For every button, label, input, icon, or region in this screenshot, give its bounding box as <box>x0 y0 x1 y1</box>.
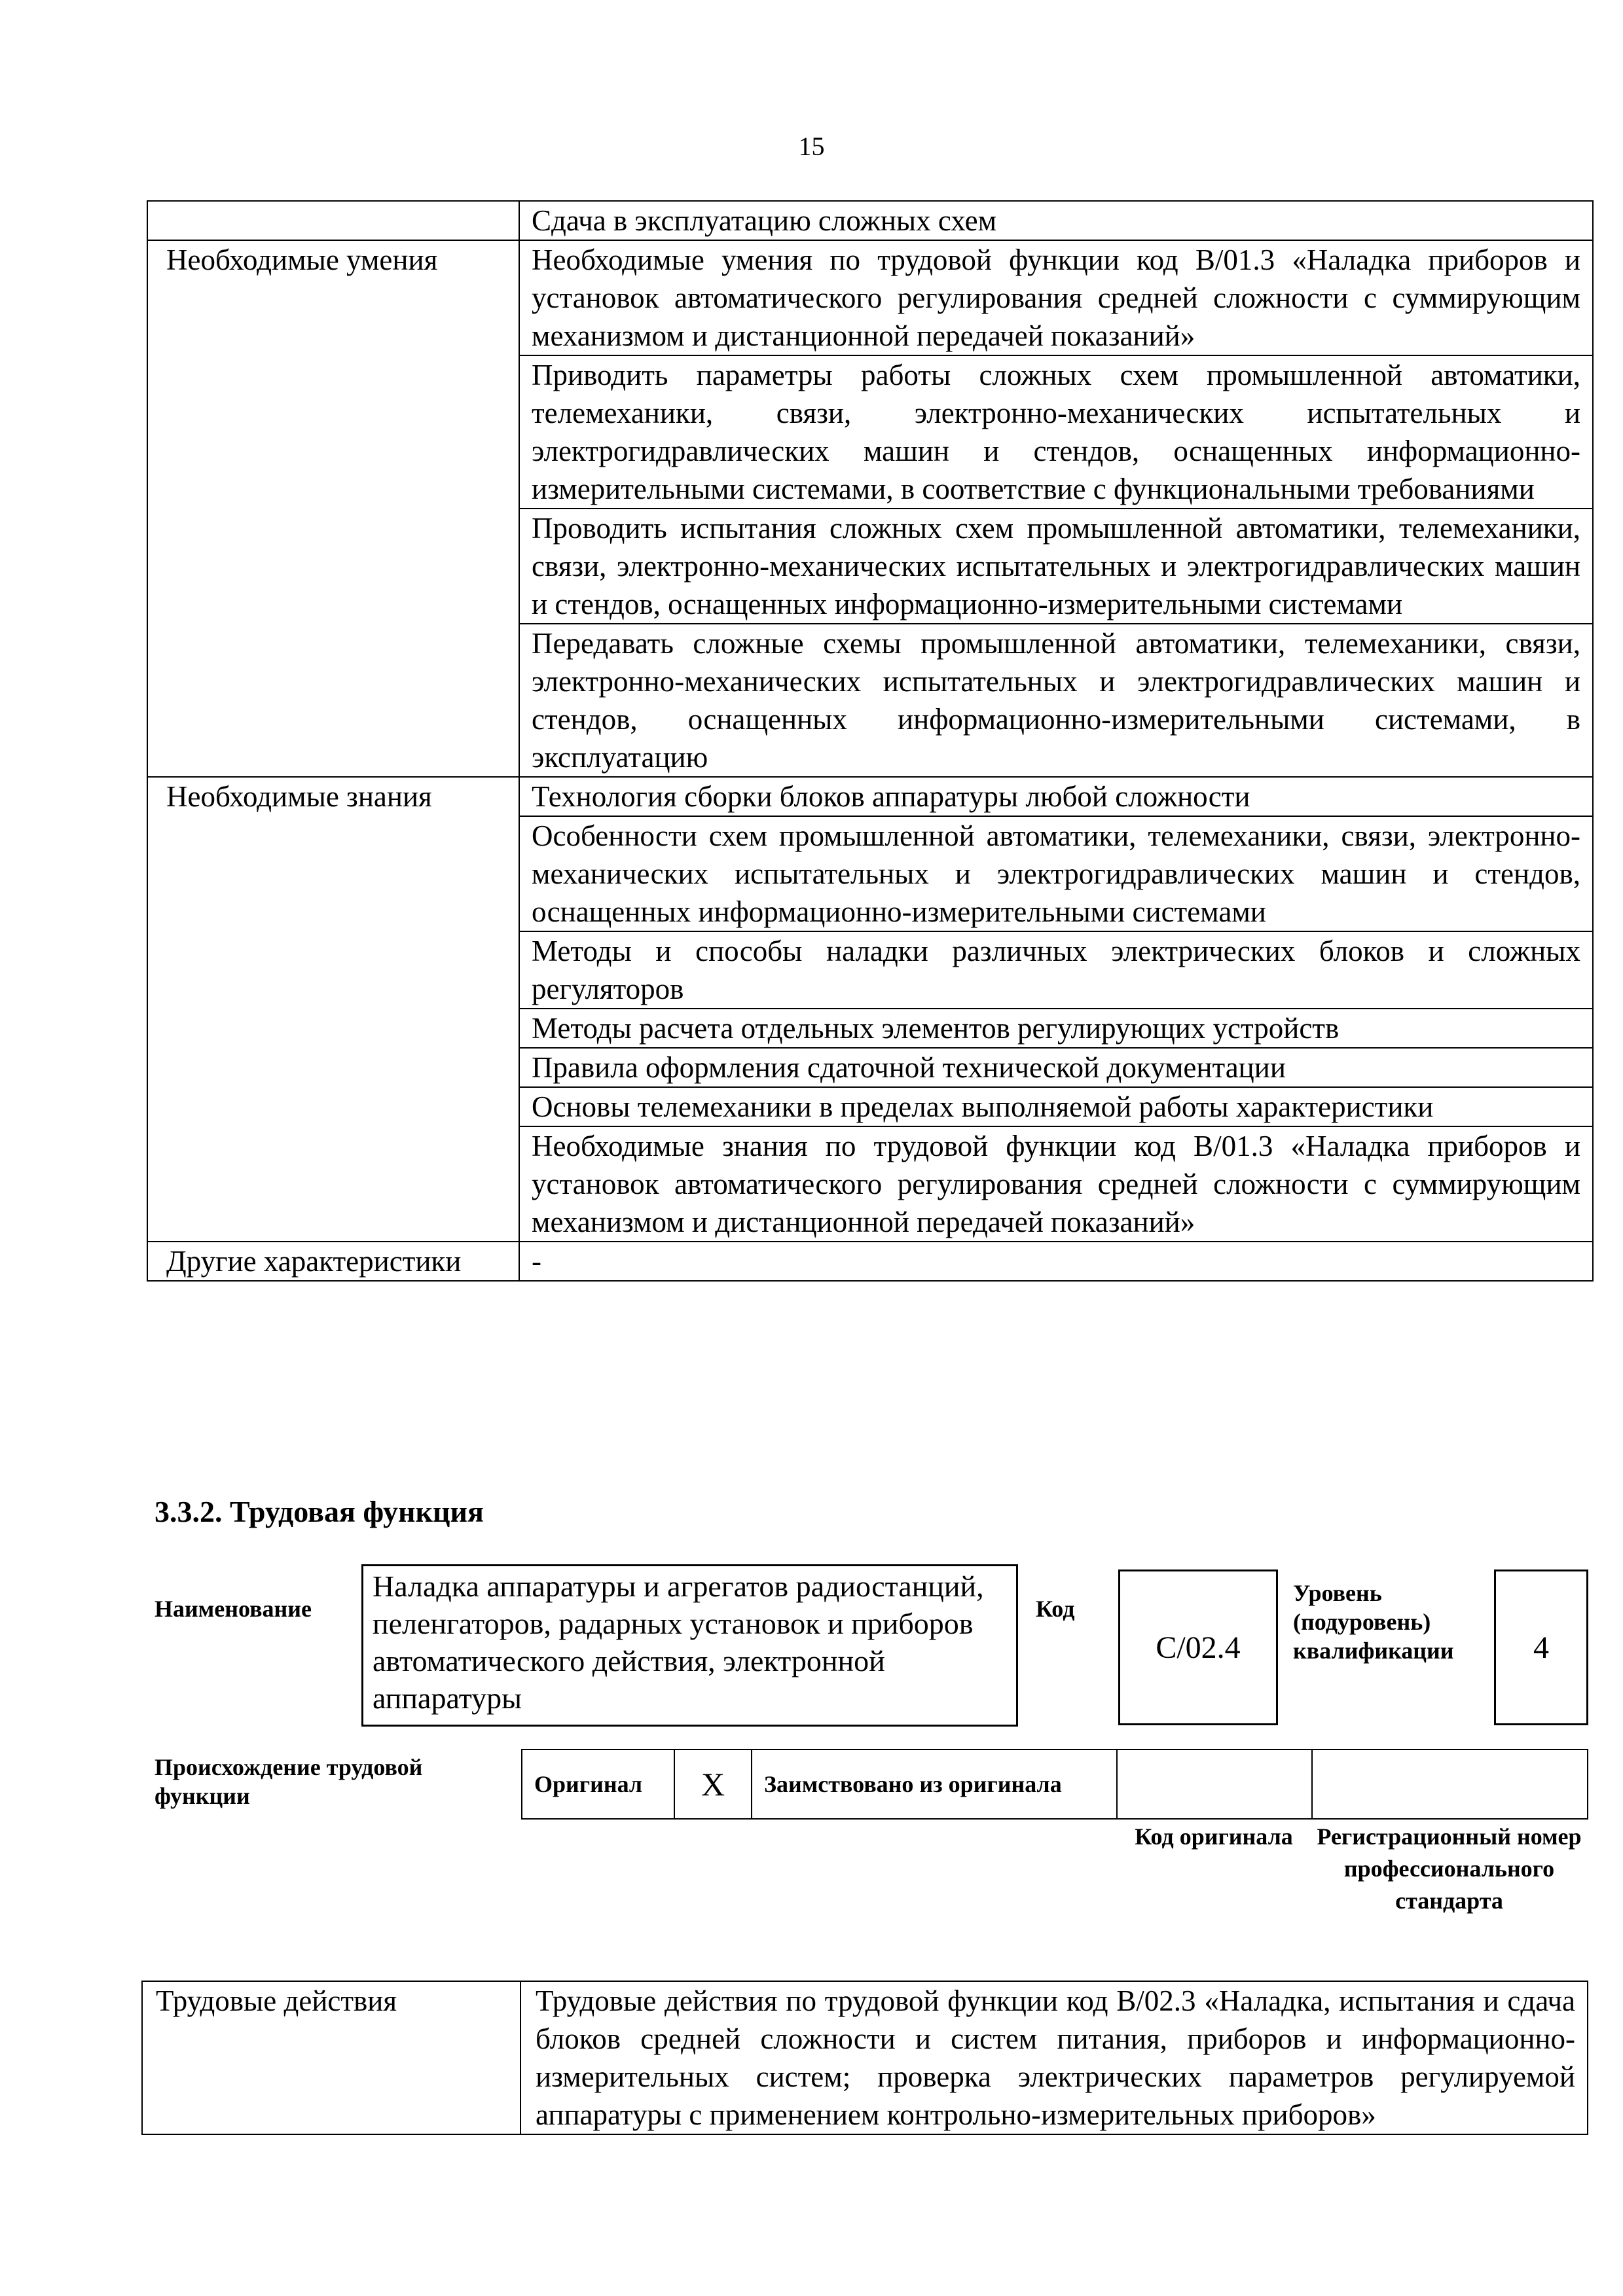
code-label: Код <box>1036 1596 1075 1622</box>
knowledge-item: Необходимые знания по трудовой функции код В/01.3 «Наладка приборов и установок автоматического регулирования средней сложности с суммирующим механизмом и дистанционной передачей показаний» <box>519 1126 1593 1242</box>
table-row <box>147 240 1593 355</box>
origin-label: Происхождение трудовой функции <box>155 1754 423 1809</box>
actions-label: Трудовые действия <box>142 1981 520 2134</box>
level-value: 4 <box>1533 1630 1549 1665</box>
skill-item: Передавать сложные схемы промышленной автоматики, телемеханики, связи, электронно-механических испытательных и электрогидравлических машин и стендов, оснащенных информационно-измерительными системами, в эксплуатацию <box>519 624 1593 777</box>
origin-table <box>521 1749 1588 1820</box>
code-original-caption: Код оригинала <box>1135 1823 1293 1850</box>
skill-continuation: Сдача в эксплуатацию сложных схем <box>519 201 1593 240</box>
origin-mark: X <box>674 1749 752 1819</box>
table-row <box>147 777 1593 816</box>
function-name-box: Наладка аппаратуры и агрегатов радиостанций, пеленгаторов, радарных установок и приборов автоматического действия, электронной аппаратуры <box>361 1564 1018 1727</box>
table-row <box>147 1242 1593 1281</box>
section-title: 3.3.2. Трудовая функция <box>155 1495 484 1528</box>
other-value: - <box>519 1242 1593 1281</box>
skill-item: Необходимые умения по трудовой функции код В/01.3 «Наладка приборов и установок автоматического регулирования средней сложности с суммирующим механизмом и дистанционной передачей показаний» <box>519 240 1593 355</box>
knowledge-label: Необходимые знания <box>147 777 519 1242</box>
actions-value: Трудовые действия по трудовой функции код В/02.3 «Наладка, испытания и сдача блоков средней сложности и систем питания, приборов и информационно-измерительных систем; проверка электрических параметров регулируемой аппаратуры с применением контрольно-измерительных приборов» <box>520 1981 1588 2134</box>
code-original-cell <box>1117 1749 1312 1819</box>
skill-item: Приводить параметры работы сложных схем промышленной автоматики, телемеханики, связи, электронно-механических испытательных и электрогидравлических машин и стендов, оснащенных информационно-измерительными системами, в соответствие с функциональными требованиями <box>519 355 1593 509</box>
knowledge-item: Методы расчета отдельных элементов регулирующих устройств <box>519 1009 1593 1048</box>
code-value: С/02.4 <box>1156 1630 1241 1665</box>
knowledge-item: Основы телемеханики в пределах выполняемой работы характеристики <box>519 1087 1593 1126</box>
code-value-box <box>1118 1570 1278 1725</box>
skills-knowledge-table <box>147 200 1594 1282</box>
skill-item: Проводить испытания сложных схем промышленной автоматики, телемеханики, связи, электронно-механических испытательных и электрогидравлических машин и стендов, оснащенных информационно-измерительными системами <box>519 509 1593 624</box>
page-number: 15 <box>798 132 825 161</box>
knowledge-item: Технология сборки блоков аппаратуры любой сложности <box>519 777 1593 816</box>
table-row <box>147 201 1593 240</box>
level-value-box <box>1494 1570 1588 1725</box>
other-label: Другие характеристики <box>147 1242 519 1281</box>
empty-label-cell <box>147 201 519 240</box>
name-label: Наименование <box>155 1596 312 1622</box>
actions-table <box>141 1981 1588 2135</box>
skills-label: Необходимые умения <box>147 240 519 777</box>
reg-number-cell <box>1312 1749 1588 1819</box>
knowledge-item: Правила оформления сдаточной технической документации <box>519 1048 1593 1087</box>
table-row <box>142 1981 1588 2134</box>
origin-original: Оригинал <box>522 1749 674 1819</box>
knowledge-item: Методы и способы наладки различных электрических блоков и сложных регуляторов <box>519 931 1593 1009</box>
reg-number-caption: Регистрационный номер профессионального стандарта <box>1317 1823 1582 1914</box>
table-row <box>522 1749 1588 1819</box>
knowledge-item: Особенности схем промышленной автоматики, телемеханики, связи, электронно-механических испытательных и электрогидравлических машин и стендов, оснащенных информационно-измерительными системами <box>519 816 1593 931</box>
level-label: Уровень (подуровень) квалификации <box>1293 1580 1454 1664</box>
origin-borrowed: Заимствовано из оригинала <box>752 1749 1117 1819</box>
